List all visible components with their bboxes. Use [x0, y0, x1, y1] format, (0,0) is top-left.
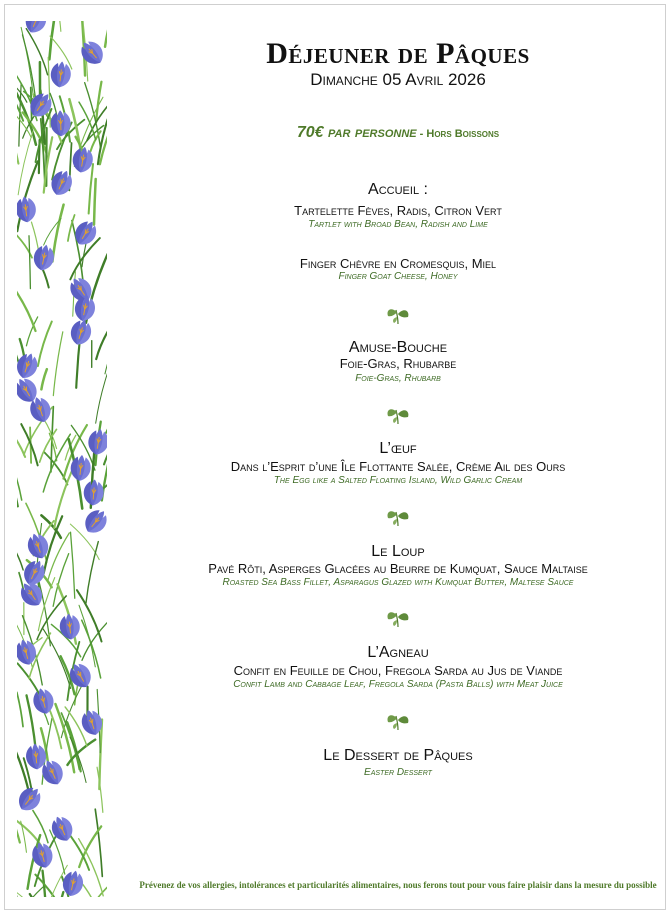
leaf-sprig-icon	[384, 302, 412, 326]
dish-fr: Finger Chèvre en Cromesquis, Miel	[299, 256, 497, 271]
price: 70€ par personne	[296, 124, 417, 141]
section-title-amuse-bouche: Amuse-Bouche	[348, 339, 448, 356]
price-line	[128, 123, 668, 144]
dish-en: Foie-Gras, Rhubarb	[355, 373, 441, 384]
leaf-sprig-icon	[384, 605, 412, 629]
dish-en: The Egg like a Salted Floating Island, Wild Garlic Cream	[273, 475, 523, 486]
floral-border	[17, 21, 107, 897]
dish-fr: Pavé Rôti, Asperges Glacées au Beurre de Kumquat, Sauce Maltaise	[208, 561, 588, 576]
crocus-flower-icon	[17, 21, 107, 897]
dish-fr: Dans l’Esprit d’une Île Flottante Salée, Crème Ail des Ours	[230, 459, 566, 474]
dish-en: Roasted Sea Bass Fillet, Asparagus Glazed with Kumquat Butter, Maltese Sauce	[222, 577, 574, 588]
dish-fr: Tartelette Fèves, Radis, Citron Vert	[294, 203, 502, 218]
dish-fr: Foie-Gras, Rhubarbe	[339, 356, 457, 371]
section-title-accueil: Accueil :	[368, 181, 428, 198]
menu-date: Dimanche 05 Avril 2026	[310, 70, 486, 89]
leaf-sprig-icon	[384, 708, 412, 732]
leaf-sprig-icon	[384, 402, 412, 426]
section-title-dessert: Le Dessert de Pâques	[323, 747, 473, 764]
dish-en: Tartlet with Broad Bean, Radish and Lime	[308, 219, 488, 230]
section-title-loup: Le Loup	[371, 543, 425, 560]
dish-en: Easter Dessert	[364, 767, 432, 778]
dish-en: Finger Goat Cheese, Honey	[338, 271, 458, 282]
menu-content	[128, 0, 668, 916]
section-title-oeuf: L’œuf	[379, 440, 417, 457]
dish-fr: Confit en Feuille de Chou, Fregola Sarda au Jus de Viande	[233, 663, 563, 678]
section-title-agneau: L’Agneau	[367, 644, 429, 661]
leaf-sprig-icon	[384, 504, 412, 528]
allergy-notice: Prévenez de vos allergies, intolérances et particularités alimentaires, nous ferons tout pour vous faire plaisir dans la mesure du possible	[139, 880, 657, 890]
menu-title: Déjeuner de Pâques	[266, 37, 530, 70]
price-note: - Hors Boissons	[416, 128, 500, 140]
dish-en: Confit Lamb and Cabbage Leaf, Fregola Sarda (Pasta Balls) with Meat Juice	[233, 679, 563, 690]
